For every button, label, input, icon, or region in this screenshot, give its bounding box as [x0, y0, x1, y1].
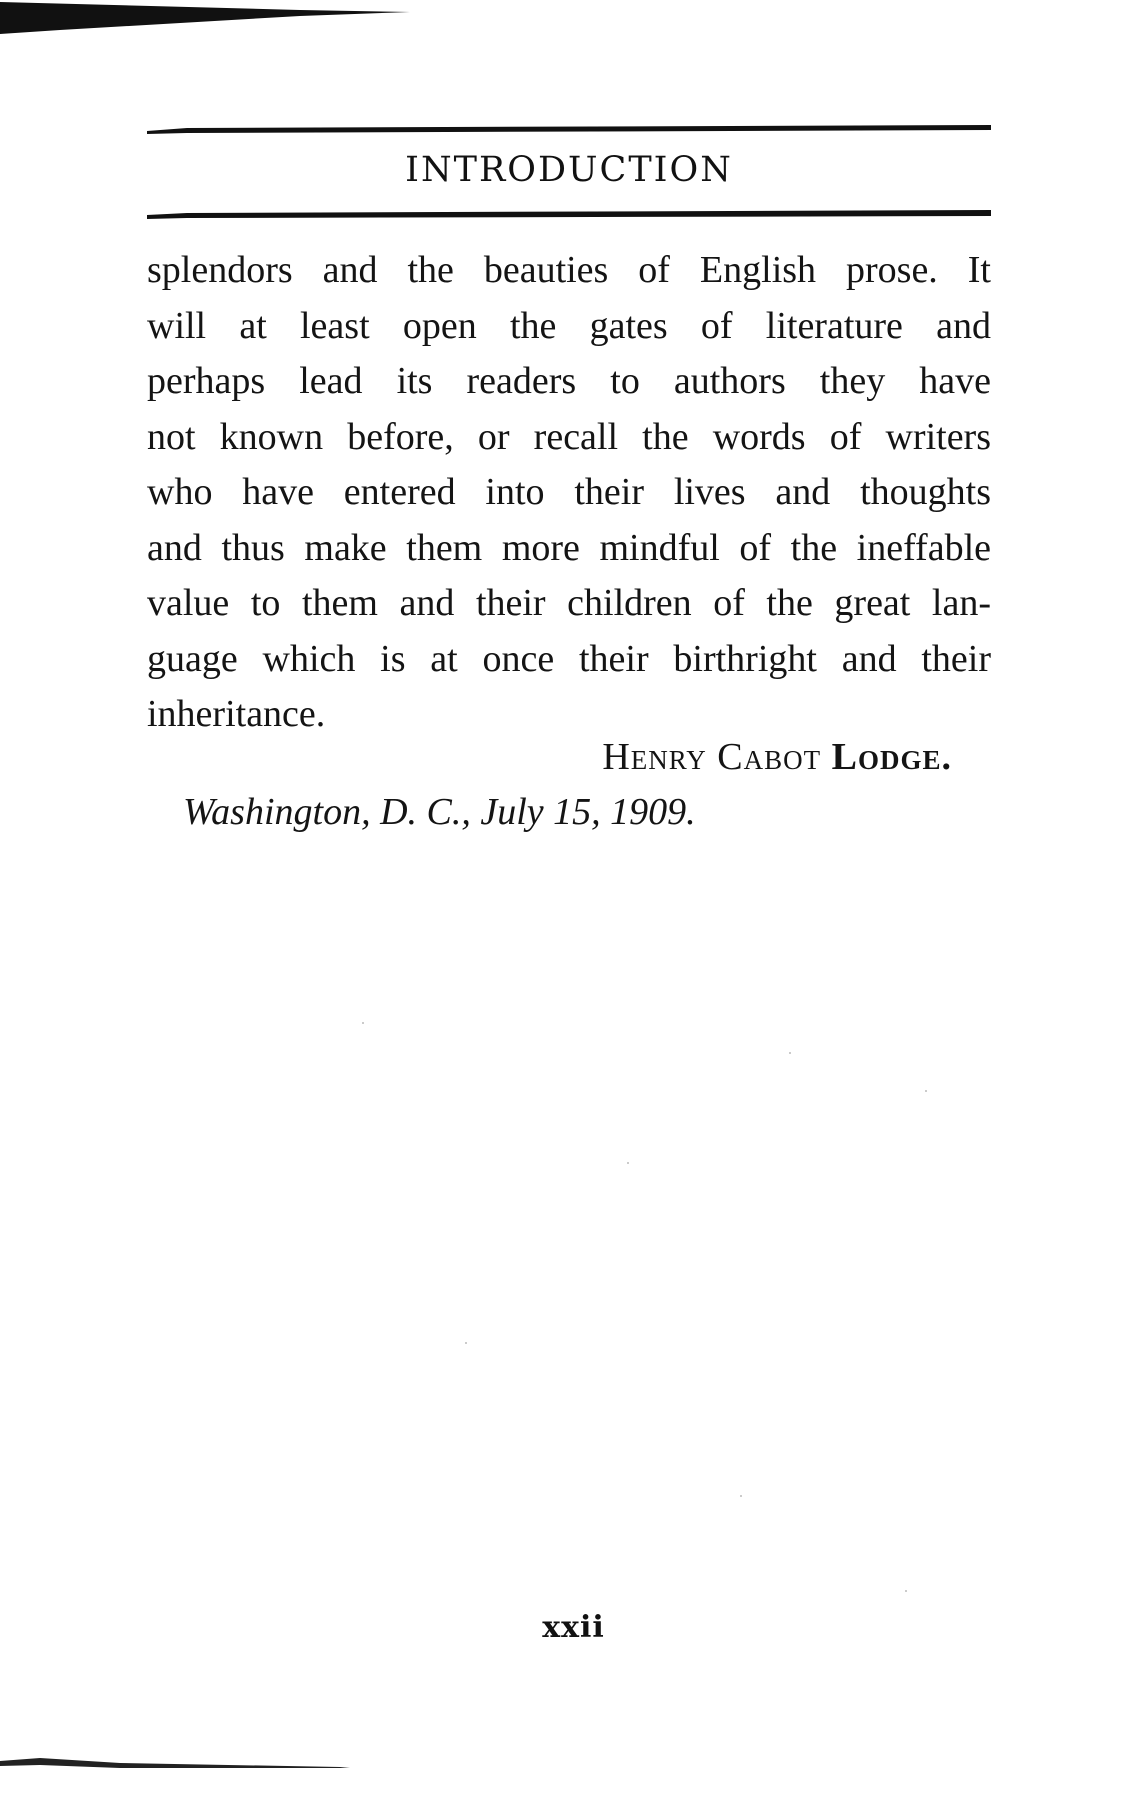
scan-edge-mark-bottom	[0, 1755, 350, 1775]
body-line: guage which is at once their birthright and their	[147, 637, 991, 680]
signature-surname: Lodge.	[831, 736, 952, 778]
signature-given-names: Henry Cabot	[602, 736, 822, 778]
scan-speck	[905, 1590, 907, 1592]
body-line: perhaps lead its readers to authors they have	[147, 360, 991, 402]
body-paragraph	[147, 243, 991, 743]
scan-speck	[789, 1052, 791, 1054]
scan-speck	[465, 1342, 467, 1344]
scan-speck	[740, 1495, 742, 1497]
scan-speck	[627, 1162, 629, 1164]
body-line: who have entered into their lives and thoughts	[147, 471, 991, 513]
running-head: INTRODUCTION	[405, 150, 733, 190]
page-number: xxii	[542, 1610, 605, 1645]
body-line: inheritance.	[147, 693, 326, 735]
body-line: and thus make them more mindful of the ineffable	[147, 526, 991, 569]
header-rule-bottom	[147, 206, 991, 226]
scan-speck	[362, 1022, 364, 1024]
dateline: Washington, D. C., July 15, 1909.	[183, 791, 696, 833]
scan-edge-mark-top	[0, 0, 410, 34]
author-signature	[602, 735, 952, 779]
body-line: value to them and their children of the great lan-	[147, 582, 991, 624]
body-line: splendors and the beauties of English prose. It	[147, 249, 991, 291]
body-line: not known before, or recall the words of writers	[147, 415, 991, 458]
scan-speck	[925, 1090, 927, 1092]
body-line: will at least open the gates of literature and	[147, 304, 991, 347]
header-rule-top	[147, 120, 991, 140]
